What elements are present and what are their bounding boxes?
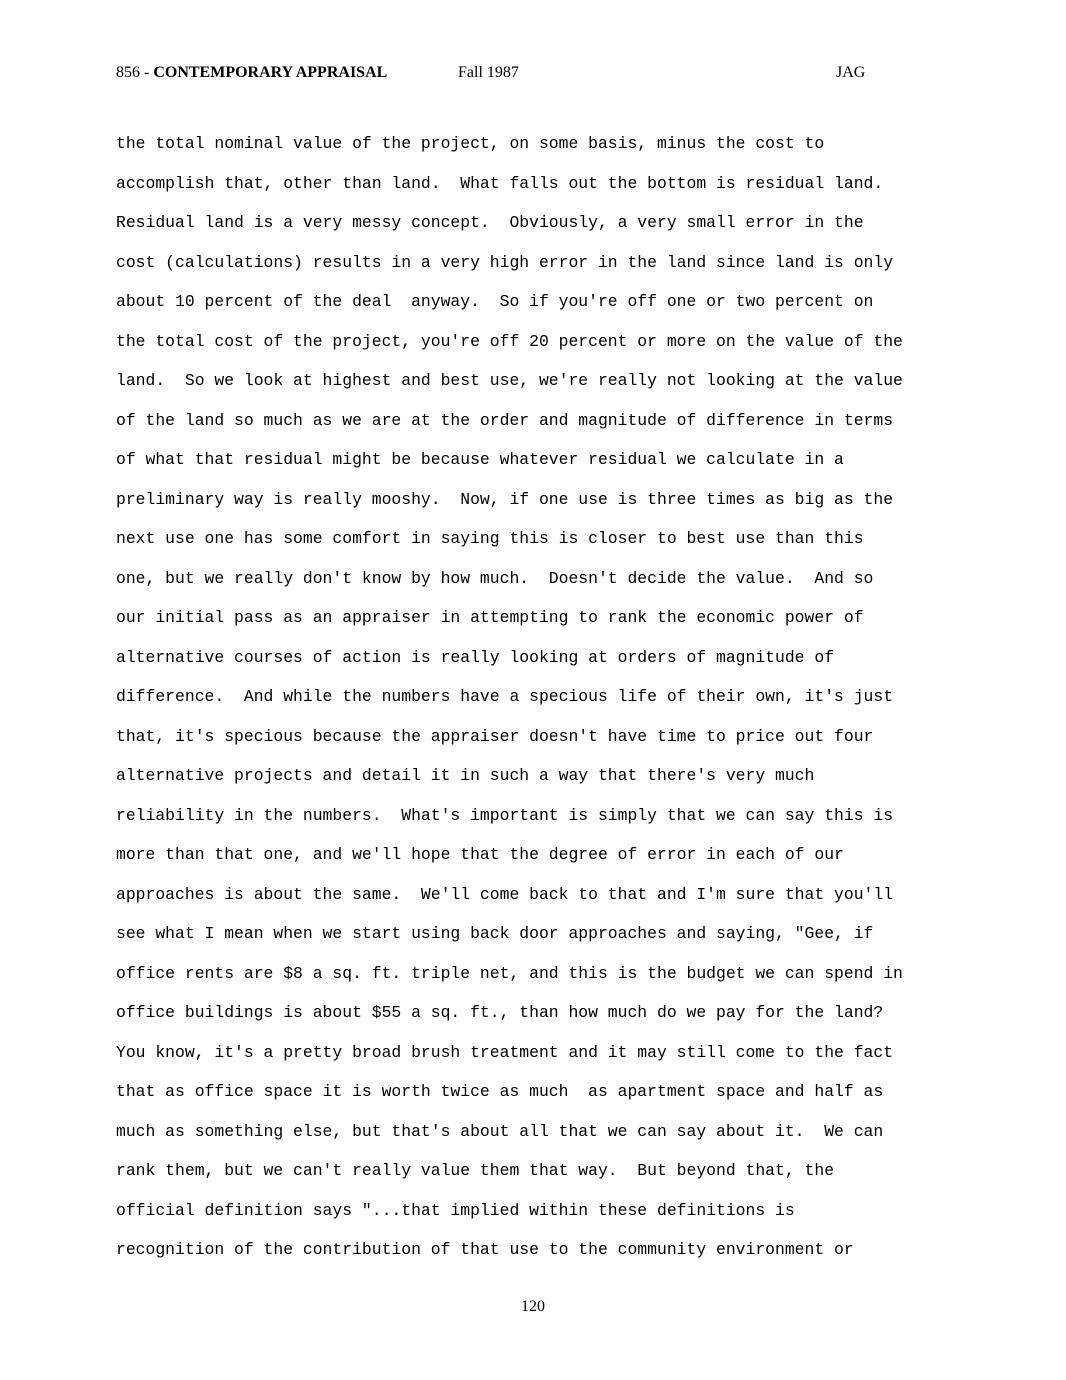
transcript-body — [116, 124, 976, 1270]
text-line: difference. And while the numbers have a specious life of their own, it's just — [116, 687, 894, 706]
page-number: 120 — [521, 1298, 545, 1315]
text-line: official definition says "...that implied within these definitions is — [116, 1200, 795, 1220]
text-line: cost (calculations) results in a very high error in the land since land is only — [116, 252, 894, 272]
course-heading — [116, 62, 387, 84]
text-line: that as office space it is worth twice as much as apartment space and half as — [116, 1082, 884, 1101]
text-line: land. So we look at highest and best use, we're really not looking at the value — [116, 371, 903, 390]
text-line: the total nominal value of the project, on some basis, minus the cost to — [116, 134, 825, 153]
text-line: the total cost of the project, you're off 20 percent or more on the value of the — [116, 331, 903, 351]
term-label: Fall 1987 — [458, 64, 519, 81]
text-line: rank them, but we can't really value them that way. But beyond that, the — [116, 1161, 835, 1180]
text-line: of the land so much as we are at the order and magnitude of difference in terms — [116, 410, 894, 430]
author-initials: JAG — [836, 64, 866, 81]
page-header — [116, 62, 876, 84]
text-line: office buildings is about $55 a sq. ft., than how much do we pay for the land? — [116, 1003, 884, 1022]
text-line: You know, it's a pretty broad brush treatment and it may still come to the fact — [116, 1042, 894, 1062]
text-line: more than that one, and we'll hope that the degree of error in each of our — [116, 845, 844, 864]
course-title: CONTEMPORARY APPRAISAL — [153, 64, 388, 81]
text-line: office rents are $8 a sq. ft. triple net, and this is the budget we can spend in — [116, 963, 903, 983]
course-number: 856 - — [116, 64, 154, 81]
text-line: of what that residual might be because whatever residual we calculate in a — [116, 450, 844, 469]
text-line: about 10 percent of the deal anyway. So if you're off one or two percent on — [116, 292, 874, 311]
text-line: much as something else, but that's about all that we can say about it. We can — [116, 1121, 884, 1141]
text-line: next use one has some comfort in saying this is closer to best use than this — [116, 529, 864, 548]
text-line: approaches is about the same. We'll come back to that and I'm sure that you'll — [116, 884, 894, 904]
text-line: our initial pass as an appraiser in attempting to rank the economic power of — [116, 608, 864, 627]
text-line: reliability in the numbers. What's important is simply that we can say this is — [116, 805, 894, 825]
text-line: Residual land is a very messy concept. Obviously, a very small error in the — [116, 213, 864, 232]
text-line: one, but we really don't know by how much. Doesn't decide the value. And so — [116, 568, 874, 588]
text-line: alternative courses of action is really looking at orders of magnitude of — [116, 647, 835, 667]
text-line: recognition of the contribution of that use to the community environment or — [116, 1240, 854, 1259]
text-line: accomplish that, other than land. What falls out the bottom is residual land. — [116, 173, 884, 193]
text-line: see what I mean when we start using back door approaches and saying, "Gee, if — [116, 924, 874, 943]
text-line: that, it's specious because the appraiser doesn't have time to price out four — [116, 726, 874, 746]
text-line: preliminary way is really mooshy. Now, if one use is three times as big as the — [116, 489, 894, 509]
text-line: alternative projects and detail it in such a way that there's very much — [116, 766, 815, 785]
